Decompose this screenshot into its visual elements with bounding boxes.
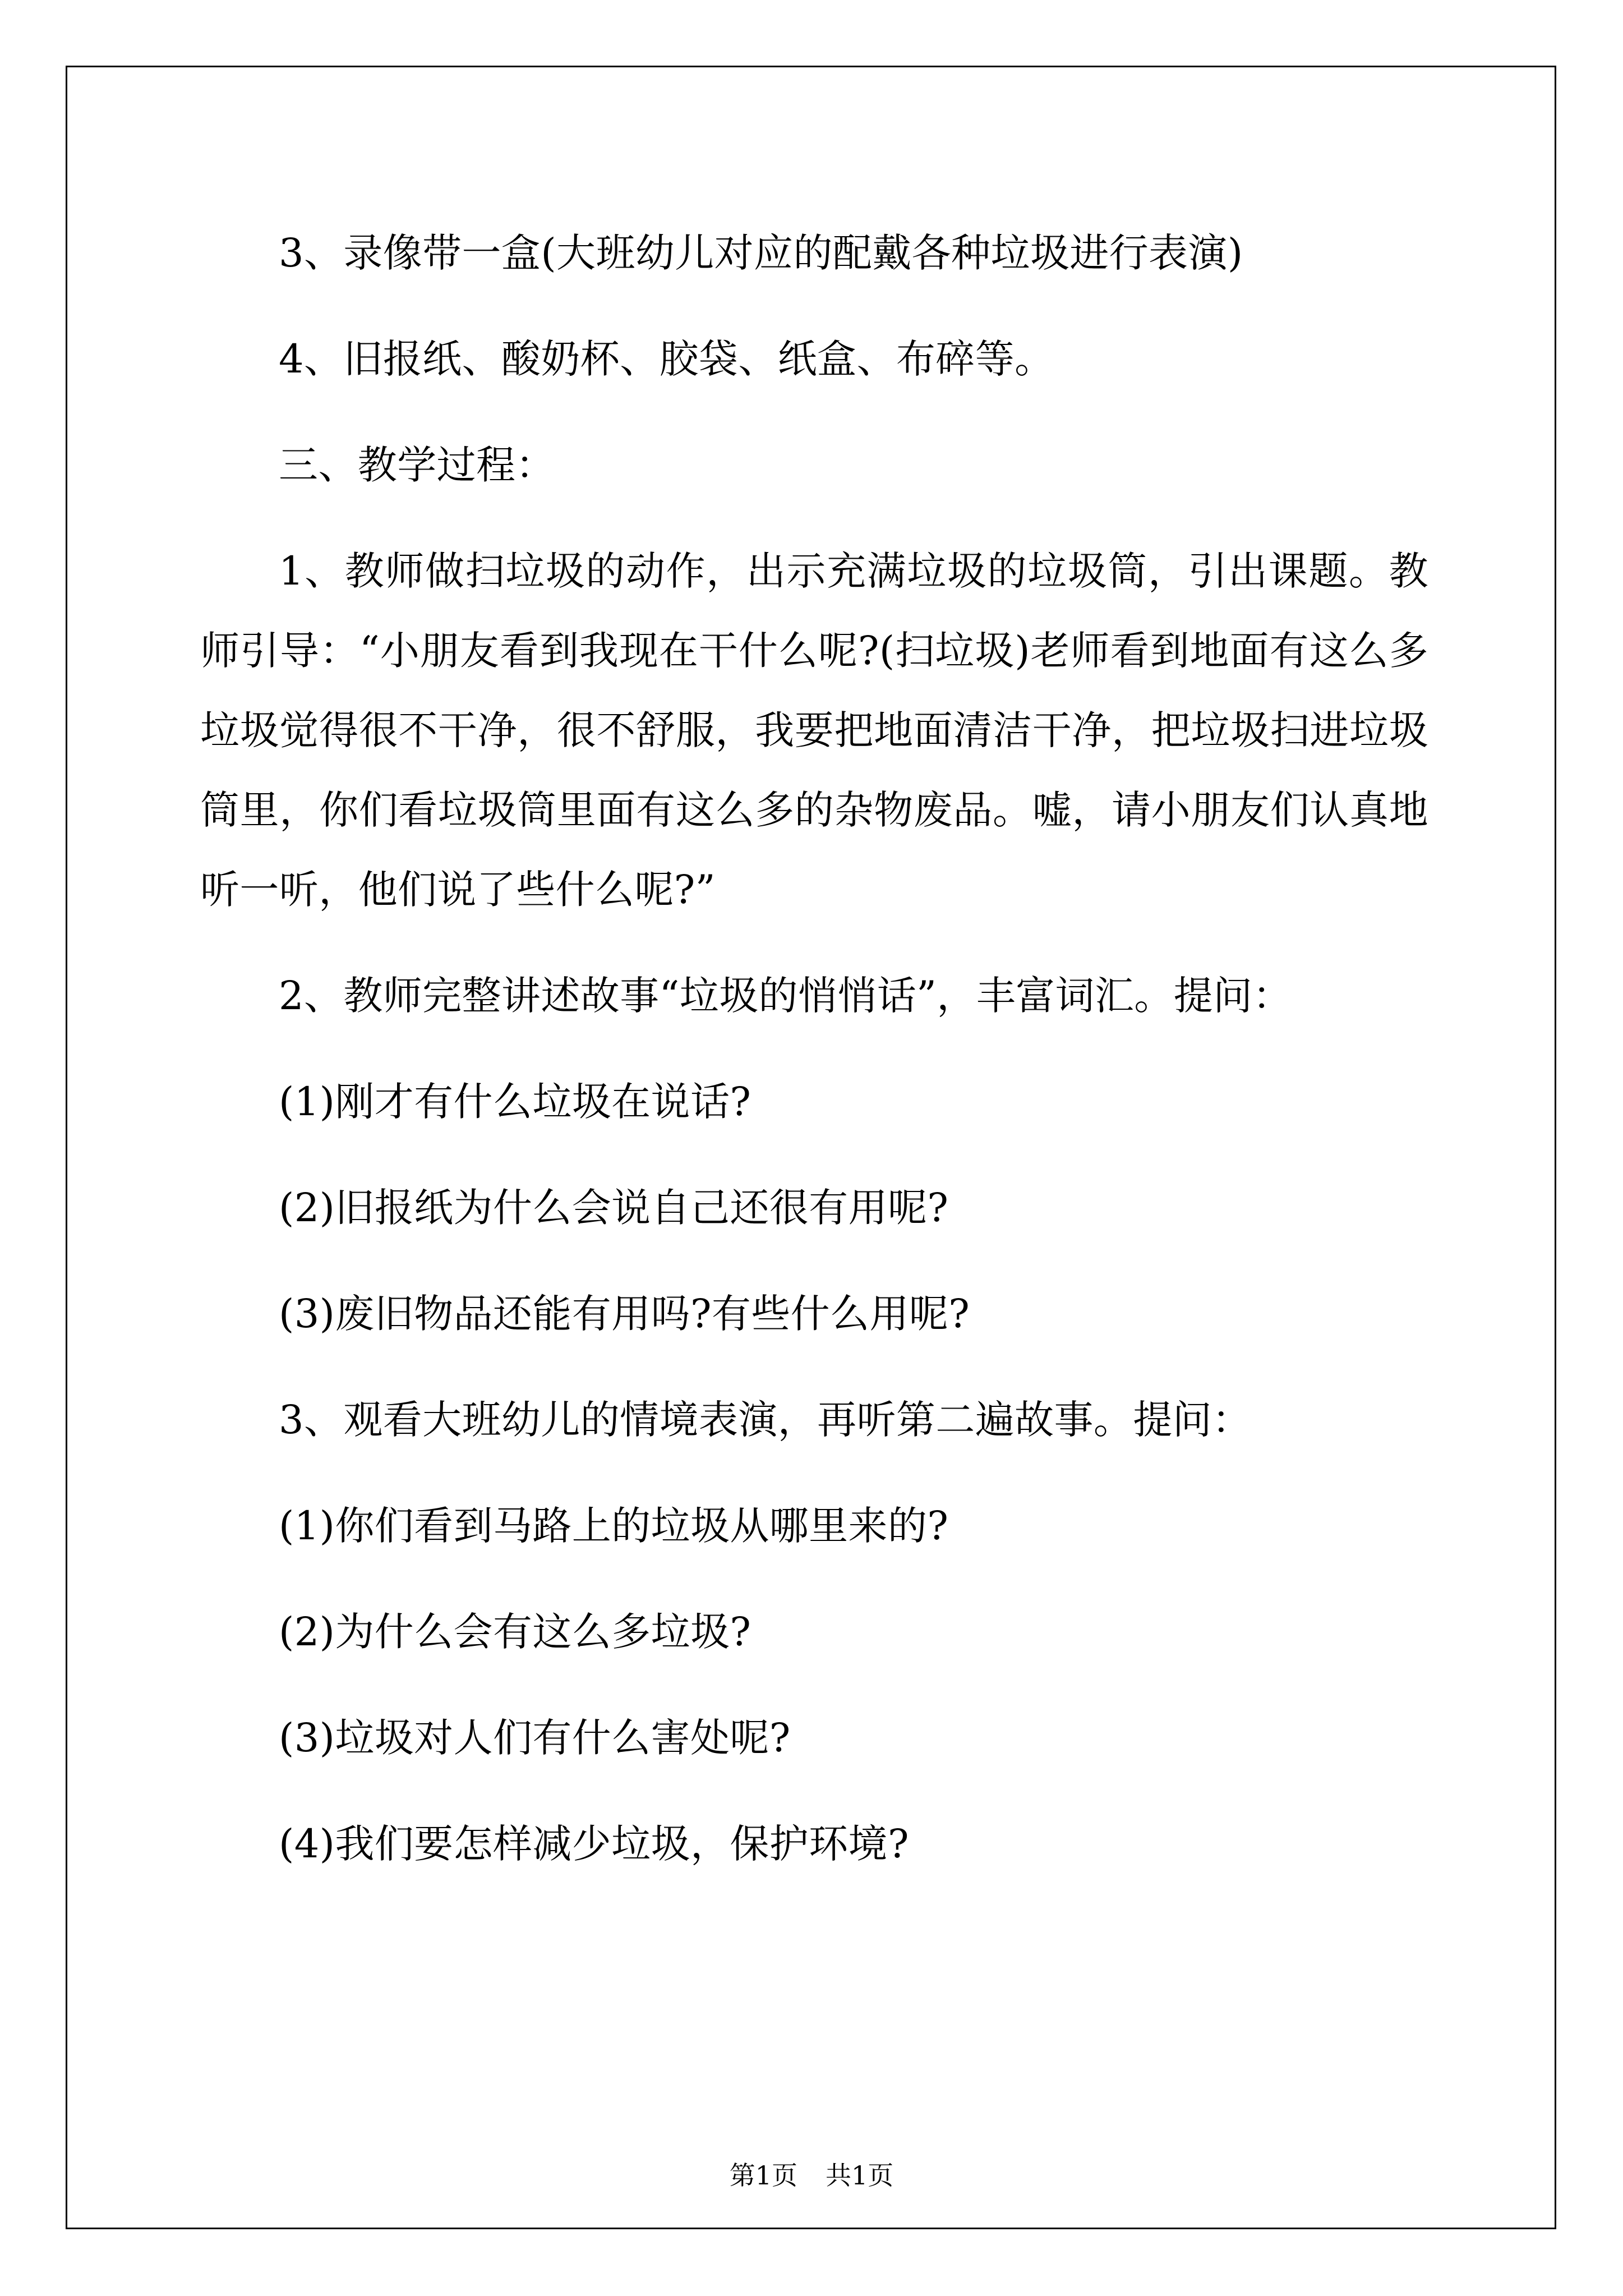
section-heading-teaching-process: 三、教学过程： [279,442,555,488]
paragraph-step-1: 1、教师做扫垃圾的动作，出示充满垃圾的垃圾筒，引出课题。教师引导：“小朋友看到我现在干什么呢?(扫垃圾)老师看到地面有这么多垃圾觉得很不干净，很不舒服，我要把地面清洁干净，把垃圾扫进垃圾筒里，你们看垃圾筒里面有这么多的杂物废品。嘘，请小朋友们认真地听一听，他们说了些什么呢?” [200,548,1428,913]
page-total: 共1页 [826,2160,894,2191]
question-2-1: (1)刚才有什么垃圾在说话? [279,1079,751,1125]
question-3-1: (1)你们看到马路上的垃圾从哪里来的? [279,1503,949,1549]
question-3-4: (4)我们要怎样减少垃圾，保护环境? [279,1821,909,1867]
question-3-2: (2)为什么会有这么多垃圾? [279,1609,751,1655]
paragraph-step-2: 2、教师完整讲述故事“垃圾的悄悄话”，丰富词汇。提问： [279,973,1292,1019]
page-number: 第1页 [729,2160,797,2191]
paragraph-step-3: 3、观看大班幼儿的情境表演，再听第二遍故事。提问： [279,1397,1252,1443]
page-footer [0,2159,1623,2192]
paragraph-item-4-materials: 4、旧报纸、酸奶杯、胶袋、纸盒、布碎等。 [279,336,1054,382]
question-3-3: (3)垃圾对人们有什么害处呢? [279,1715,791,1761]
document-body [200,213,1428,1910]
paragraph-item-3-videotape: 3、录像带一盒(大班幼儿对应的配戴各种垃圾进行表演) [279,230,1243,276]
question-2-3: (3)废旧物品还能有用吗?有些什么用呢? [279,1291,970,1337]
question-2-2: (2)旧报纸为什么会说自己还很有用呢? [279,1185,949,1231]
